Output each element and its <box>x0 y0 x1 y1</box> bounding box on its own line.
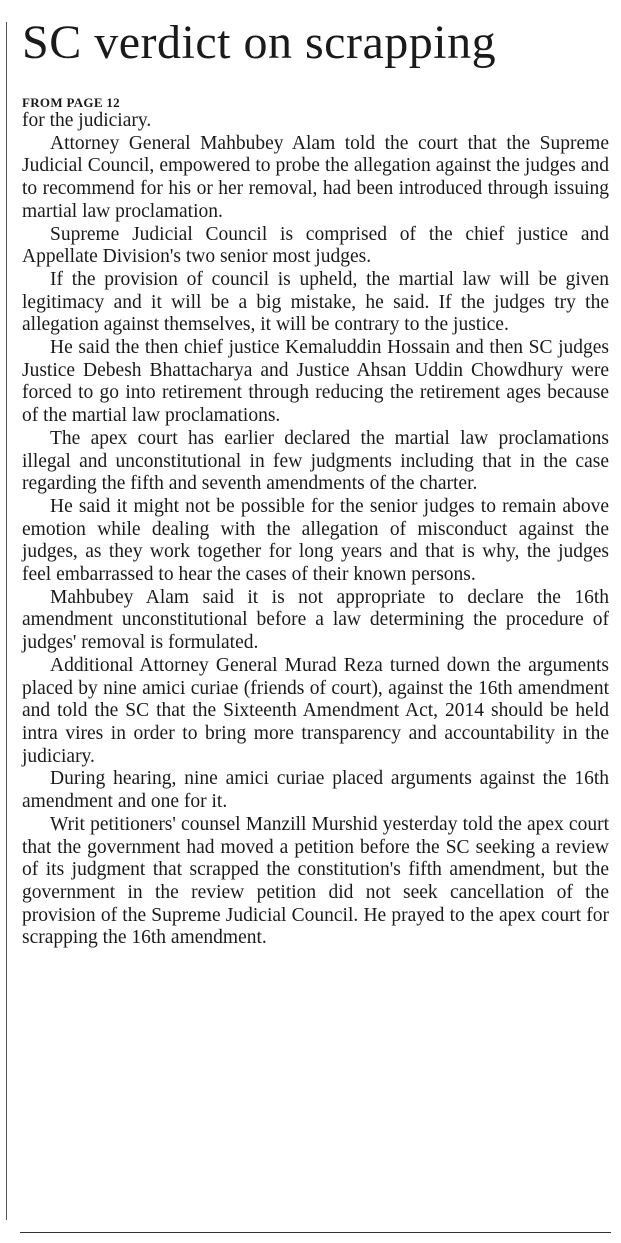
article-paragraph: Writ petitioners' counsel Manzill Murshid yesterday told the apex court that the government had moved a petition before the SC seeking a review of its judgment that scrapped the constitution's fifth amendment, but the government in the review petition did not seek cancellation of the provision of the Supreme Judicial Council. He prayed to the apex court for scrapping the 16th amendment. <box>22 813 609 949</box>
article-paragraph: for the judiciary. <box>22 110 152 131</box>
article-paragraph: During hearing, nine amici curiae placed arguments against the 16th amendment and one for it. <box>22 768 609 813</box>
article-body <box>22 110 609 950</box>
article-paragraph: The apex court has earlier declared the martial law proclamations illegal and unconstitutional in few judgments including that in the case regarding the fifth and seventh amendments of the charter. <box>22 427 609 495</box>
article-paragraph: He said it might not be possible for the senior judges to remain above emotion while dealing with the allegation of misconduct against the judges, as they work together for long years and that is why, the judges feel embarrassed to hear the cases of their known persons. <box>22 495 609 586</box>
article-paragraph: Mahbubey Alam said it is not appropriate to declare the 16th amendment unconstitutional before a law determining the procedure of judges' removal is formulated. <box>22 586 609 654</box>
article-paragraph: He said the then chief justice Kemaluddin Hossain and then SC judges Justice Debesh Bhattacharya and Justice Ahsan Uddin Chowdhury were forced to go into retirement through reducing the retirement ages because of the martial law proclamations. <box>22 337 609 427</box>
article-paragraph: Attorney General Mahbubey Alam told the court that the Supreme Judicial Council, empowered to probe the allegation against the judges and to recommend for his or her removal, had been introduced through issuing martial law proclamation. <box>22 132 609 222</box>
article-paragraph: If the provision of council is upheld, the martial law will be given legitimacy and it will be a big mistake, he said. If the judges try the allegation against themselves, it will be contrary to the justice. <box>22 268 609 336</box>
article-paragraph: Supreme Judicial Council is comprised of the chief justice and Appellate Division's two senior most judges. <box>22 223 609 268</box>
bottom-rule <box>20 1232 611 1233</box>
headline: SC verdict on scrapping <box>22 16 497 69</box>
column-left-rule <box>6 22 7 1220</box>
article-paragraph: Additional Attorney General Murad Reza turned down the arguments placed by nine amici curiae (friends of court), against the 16th amendment and told the SC that the Sixteenth Amendment Act, 2014 should be held intra vires in order to bring more transparency and accountability in the judiciary. <box>22 654 609 767</box>
jump-line: FROM PAGE 12 <box>22 95 120 110</box>
